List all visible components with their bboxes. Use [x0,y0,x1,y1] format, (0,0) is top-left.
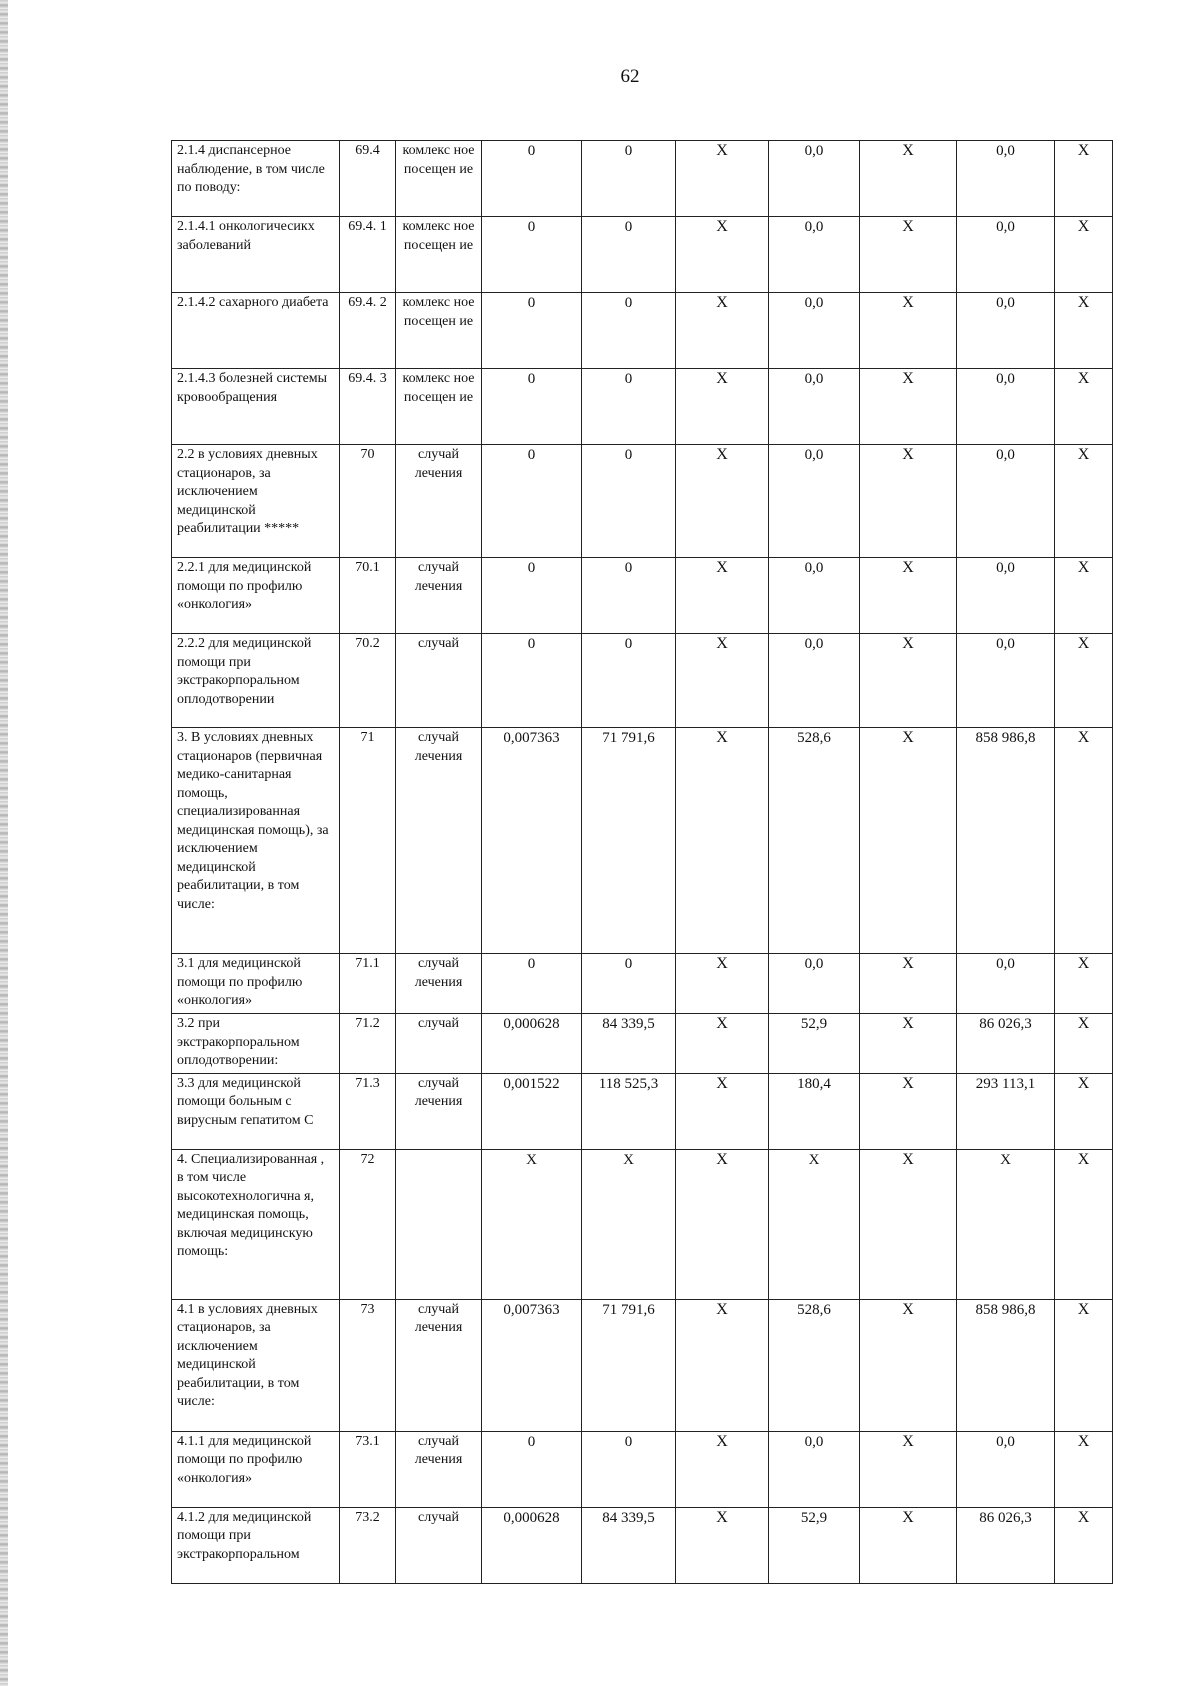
row-name-cell: 2.1.4.3 болезней системы кровообращения [172,369,340,445]
row-name-cell: 2.2 в условиях дневных стационаров, за исключением медицинской реабилитации ***** [172,445,340,558]
row-value-7-cell: Х [1055,954,1113,1014]
table-row [172,141,1113,217]
row-unit-cell: случай лечения [396,728,482,954]
row-value-1-cell: 0,007363 [482,1299,582,1431]
row-value-2-cell: 0 [582,1431,676,1507]
row-unit-cell: случай лечения [396,1073,482,1149]
row-name-cell: 2.2.2 для медицинской помощи при экстракорпоральном оплодотворении [172,634,340,728]
row-value-5-cell: Х [860,217,957,293]
row-value-2-cell: 0 [582,293,676,369]
row-unit-cell: случай лечения [396,1299,482,1431]
row-value-2-cell: 0 [582,217,676,293]
row-value-4-cell: 0,0 [769,217,860,293]
row-value-6-cell: 86 026,3 [957,1014,1055,1074]
row-value-4-cell: 0,0 [769,369,860,445]
row-name-cell: 2.2.1 для медицинской помощи по профилю «онкология» [172,558,340,634]
row-value-3-cell: Х [676,217,769,293]
row-value-7-cell: Х [1055,558,1113,634]
row-value-5-cell: Х [860,634,957,728]
row-code-cell: 71.3 [340,1073,396,1149]
row-value-6-cell: 0,0 [957,445,1055,558]
row-value-4-cell: 0,0 [769,141,860,217]
row-value-2-cell: 84 339,5 [582,1014,676,1074]
row-name-cell: 4.1.1 для медицинской помощи по профилю «онкология» [172,1431,340,1507]
row-value-5-cell: Х [860,728,957,954]
table-row [172,954,1113,1014]
row-code-cell: 72 [340,1149,396,1299]
row-value-1-cell: 0,000628 [482,1014,582,1074]
row-name-cell: 2.1.4.1 онкологичесикх заболеваний [172,217,340,293]
row-name-cell: 4.1.2 для медицинской помощи при экстракорпоральном [172,1507,340,1583]
row-unit-cell: комлекс ное посещен ие [396,369,482,445]
row-value-3-cell: Х [676,1507,769,1583]
row-value-5-cell: Х [860,1299,957,1431]
row-value-7-cell: Х [1055,728,1113,954]
row-code-cell: 70.2 [340,634,396,728]
row-value-3-cell: Х [676,1149,769,1299]
row-value-3-cell: Х [676,445,769,558]
row-code-cell: 70 [340,445,396,558]
row-value-4-cell: 528,6 [769,1299,860,1431]
table-row [172,445,1113,558]
row-value-4-cell: 180,4 [769,1073,860,1149]
row-value-2-cell: 71 791,6 [582,1299,676,1431]
row-value-7-cell: Х [1055,1431,1113,1507]
row-value-2-cell: 0 [582,141,676,217]
row-value-3-cell: Х [676,728,769,954]
row-unit-cell: случай лечения [396,558,482,634]
row-value-6-cell: 0,0 [957,634,1055,728]
row-value-7-cell: Х [1055,445,1113,558]
row-value-4-cell: 0,0 [769,954,860,1014]
row-unit-cell: случай [396,634,482,728]
row-value-2-cell: 0 [582,558,676,634]
row-value-4-cell: 52,9 [769,1507,860,1583]
row-unit-cell: случай [396,1507,482,1583]
row-value-1-cell: 0 [482,369,582,445]
row-unit-cell: случай лечения [396,445,482,558]
row-unit-cell: комлекс ное посещен ие [396,293,482,369]
row-value-2-cell: 71 791,6 [582,728,676,954]
row-value-7-cell: Х [1055,1299,1113,1431]
row-value-4-cell: 0,0 [769,558,860,634]
row-value-6-cell: 0,0 [957,369,1055,445]
row-code-cell: 71.1 [340,954,396,1014]
row-value-2-cell: 84 339,5 [582,1507,676,1583]
row-code-cell: 73.2 [340,1507,396,1583]
row-value-6-cell: 0,0 [957,1431,1055,1507]
row-value-3-cell: Х [676,1073,769,1149]
row-value-2-cell: Х [582,1149,676,1299]
row-value-6-cell: 0,0 [957,558,1055,634]
row-value-7-cell: Х [1055,293,1113,369]
row-value-4-cell: 0,0 [769,293,860,369]
table-row [172,1149,1113,1299]
row-code-cell: 73.1 [340,1431,396,1507]
row-value-5-cell: Х [860,558,957,634]
row-name-cell: 3. В условиях дневных стационаров (первичная медико-санитарная помощь, специализированная медицинская помощь), за исключением медицинской реабилитации, в том числе: [172,728,340,954]
row-value-6-cell: 858 986,8 [957,728,1055,954]
row-value-1-cell: 0 [482,293,582,369]
row-value-7-cell: Х [1055,217,1113,293]
row-value-1-cell: 0 [482,445,582,558]
row-value-1-cell: 0 [482,141,582,217]
scan-edge [0,0,8,1686]
row-value-5-cell: Х [860,293,957,369]
table-row [172,1014,1113,1074]
row-value-2-cell: 0 [582,445,676,558]
row-code-cell: 69.4. 3 [340,369,396,445]
table-row [172,1073,1113,1149]
row-value-4-cell: Х [769,1149,860,1299]
row-value-3-cell: Х [676,1014,769,1074]
row-unit-cell: комлекс ное посещен ие [396,141,482,217]
table-row [172,217,1113,293]
table-row [172,1431,1113,1507]
row-value-6-cell: 858 986,8 [957,1299,1055,1431]
row-value-7-cell: Х [1055,1507,1113,1583]
row-value-1-cell: 0,000628 [482,1507,582,1583]
row-value-5-cell: Х [860,445,957,558]
row-value-5-cell: Х [860,1507,957,1583]
row-value-5-cell: Х [860,141,957,217]
row-code-cell: 71.2 [340,1014,396,1074]
row-value-7-cell: Х [1055,1073,1113,1149]
row-value-1-cell: Х [482,1149,582,1299]
row-code-cell: 71 [340,728,396,954]
table-row [172,634,1113,728]
row-value-7-cell: Х [1055,369,1113,445]
row-value-5-cell: Х [860,954,957,1014]
row-value-7-cell: Х [1055,141,1113,217]
row-value-6-cell: 0,0 [957,217,1055,293]
row-unit-cell: случай лечения [396,1431,482,1507]
row-value-2-cell: 0 [582,634,676,728]
row-value-2-cell: 0 [582,954,676,1014]
row-value-1-cell: 0 [482,634,582,728]
table-row [172,558,1113,634]
row-value-5-cell: Х [860,1431,957,1507]
row-value-6-cell: 0,0 [957,141,1055,217]
row-value-4-cell: 0,0 [769,445,860,558]
row-value-7-cell: Х [1055,634,1113,728]
row-value-3-cell: Х [676,954,769,1014]
table-row [172,293,1113,369]
row-value-1-cell: 0 [482,558,582,634]
row-value-7-cell: Х [1055,1149,1113,1299]
row-name-cell: 3.3 для медицинской помощи больным с вирусным гепатитом С [172,1073,340,1149]
row-unit-cell: комлекс ное посещен ие [396,217,482,293]
table-row [172,1507,1113,1583]
row-name-cell: 2.1.4.2 сахарного диабета [172,293,340,369]
row-code-cell: 70.1 [340,558,396,634]
row-value-1-cell: 0 [482,954,582,1014]
row-value-4-cell: 0,0 [769,634,860,728]
row-value-2-cell: 118 525,3 [582,1073,676,1149]
page-number: 62 [620,66,640,87]
row-value-2-cell: 0 [582,369,676,445]
row-unit-cell: случай лечения [396,954,482,1014]
row-value-6-cell: 86 026,3 [957,1507,1055,1583]
table-row [172,728,1113,954]
row-value-5-cell: Х [860,1073,957,1149]
row-value-3-cell: Х [676,141,769,217]
row-value-1-cell: 0,001522 [482,1073,582,1149]
row-value-3-cell: Х [676,1299,769,1431]
row-value-5-cell: Х [860,369,957,445]
row-value-5-cell: Х [860,1014,957,1074]
row-value-1-cell: 0,007363 [482,728,582,954]
row-unit-cell: случай [396,1014,482,1074]
row-value-6-cell: 0,0 [957,293,1055,369]
row-name-cell: 3.1 для медицинской помощи по профилю «онкология» [172,954,340,1014]
row-value-6-cell: 293 113,1 [957,1073,1055,1149]
row-name-cell: 2.1.4 диспансерное наблюдение, в том числе по поводу: [172,141,340,217]
row-value-3-cell: Х [676,293,769,369]
row-value-1-cell: 0 [482,217,582,293]
row-value-3-cell: Х [676,369,769,445]
row-value-6-cell: Х [957,1149,1055,1299]
row-code-cell: 69.4. 2 [340,293,396,369]
row-value-3-cell: Х [676,1431,769,1507]
row-value-5-cell: Х [860,1149,957,1299]
table-row [172,369,1113,445]
row-code-cell: 69.4 [340,141,396,217]
row-value-3-cell: Х [676,634,769,728]
table-row [172,1299,1113,1431]
row-value-4-cell: 52,9 [769,1014,860,1074]
row-value-1-cell: 0 [482,1431,582,1507]
row-name-cell: 4. Специализированная , в том числе высокотехнологична я, медицинская помощь, включая медицинскую помощь: [172,1149,340,1299]
row-value-7-cell: Х [1055,1014,1113,1074]
row-name-cell: 4.1 в условиях дневных стационаров, за исключением медицинской реабилитации, в том числе: [172,1299,340,1431]
row-code-cell: 73 [340,1299,396,1431]
row-code-cell: 69.4. 1 [340,217,396,293]
row-value-4-cell: 528,6 [769,728,860,954]
row-name-cell: 3.2 при экстракорпоральном оплодотворении: [172,1014,340,1074]
row-unit-cell [396,1149,482,1299]
data-table [171,140,1113,1584]
row-value-6-cell: 0,0 [957,954,1055,1014]
row-value-4-cell: 0,0 [769,1431,860,1507]
row-value-3-cell: Х [676,558,769,634]
